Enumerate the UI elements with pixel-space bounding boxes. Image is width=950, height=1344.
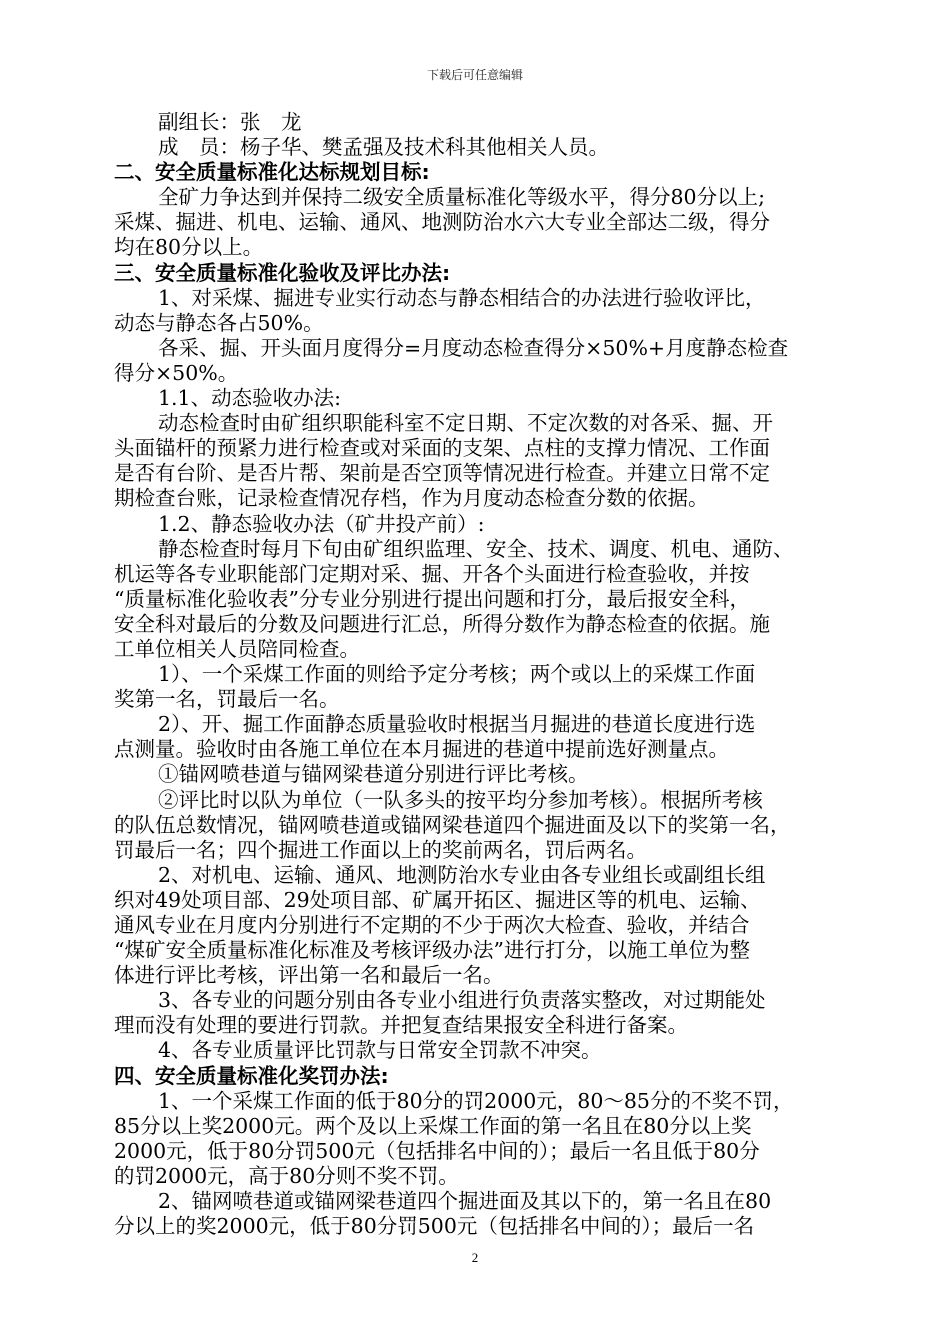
text-line: 体进行评比考核，评出第一名和最后一名。: [114, 963, 504, 988]
text-line: ①锚网喷巷道与锚网梁巷道分别进行评比考核。: [158, 762, 589, 787]
text-line: 理而没有处理的要进行罚款。并把复查结果报安全科进行备案。: [114, 1013, 688, 1038]
text-line: 机运等各专业职能部门定期对采、掘、开各个头面进行检查验收，并按: [114, 561, 750, 586]
text-line: 1）、一个采煤工作面的则给予定分考核；两个或以上的采煤工作面: [158, 662, 756, 687]
text-line: 2、锚网喷巷道或锚网梁巷道四个掘进面及其以下的，第一名且在80: [158, 1189, 772, 1214]
document-body: [114, 110, 849, 1239]
text-line: 点测量。验收时由各施工单位在本月掘进的巷道中提前选好测量点。: [114, 737, 729, 762]
text-line: 的队伍总数情况，锚网喷巷道或锚网梁巷道四个掘进面及以下的奖第一名，: [114, 812, 791, 837]
text-line: 2000元，低于80分罚500元（包括排名中间的）；最后一名且低于80分: [114, 1138, 760, 1163]
text-line: 各采、掘、开头面月度得分=月度动态检查得分×50%+月度静态检查: [158, 335, 789, 360]
text-line: 4、各专业质量评比罚款与日常安全罚款不冲突。: [158, 1038, 602, 1063]
section-heading: 二、安全质量标准化达标规划目标:: [114, 160, 430, 185]
page-header: 下载后可任意编辑: [426, 68, 523, 82]
text-line: 1、对采煤、掘进专业实行动态与静态相结合的办法进行验收评比，: [158, 285, 766, 310]
page-number: 2: [471, 1250, 479, 1265]
text-line: ②评比时以队为单位（一队多头的按平均分参加考核）。根据所考核: [158, 787, 763, 812]
text-line: “质量标准化验收表”分专业分别进行提出问题和打分，最后报安全科，: [114, 586, 750, 611]
text-line: 副组长：张 龙: [158, 110, 302, 134]
text-line: 采煤、掘进、机电、运输、通风、地测防治水六大专业全部达二级，得分: [114, 210, 770, 235]
text-line: 织对49处项目部、29处项目部、矿属开拓区、掘进区等的机电、运输、: [114, 887, 761, 912]
text-line: 的罚2000元，高于80分则不奖不罚。: [114, 1163, 459, 1188]
text-line: 1.2、静态验收办法（矿井投产前）:: [158, 511, 485, 536]
text-line: “煤矿安全质量标准化标准及考核评级办法”进行打分，以施工单位为整: [114, 938, 750, 963]
text-line: 成 员：杨子华、樊孟强及技术科其他相关人员。: [158, 135, 609, 160]
text-line: 奖第一名，罚最后一名。: [114, 687, 340, 712]
text-line: 头面锚杆的预紧力进行检查或对采面的支架、点柱的支撑力情况、工作面: [114, 436, 770, 461]
text-line: 1、一个采煤工作面的低于80分的罚2000元，80～85分的不奖不罚，: [158, 1088, 794, 1113]
section-heading: 三、安全质量标准化验收及评比办法:: [114, 260, 451, 285]
text-line: 全矿力争达到并保持二级安全质量标准化等级水平，得分80分以上;: [158, 185, 765, 210]
text-line: 罚最后一名；四个掘进工作面以上的奖前两名，罚后两名。: [114, 837, 647, 862]
text-line: 分以上的奖2000元，低于80分罚500元（包括排名中间的）；最后一名: [114, 1214, 755, 1239]
text-line: 得分×50%。: [114, 360, 239, 385]
text-line: 3、各专业的问题分别由各专业小组进行负责落实整改，对过期能处: [158, 988, 766, 1013]
text-line: 2、对机电、运输、通风、地测防治水专业由各专业组长或副组长组: [158, 862, 766, 887]
section-heading: 四、安全质量标准化奖罚办法:: [114, 1063, 389, 1088]
text-line: 1.1、动态验收办法:: [158, 386, 342, 411]
text-line: 工单位相关人员陪同检查。: [114, 636, 360, 661]
text-line: 2）、开、掘工作面静态质量验收时根据当月掘进的巷道长度进行选: [158, 712, 756, 737]
text-line: 期检查台账，记录检查情况存档，作为月度动态检查分数的依据。: [114, 486, 709, 511]
text-line: 85分以上奖2000元。两个及以上采煤工作面的第一名且在80分以上奖: [114, 1113, 752, 1138]
text-line: 静态检查时每月下旬由矿组织监理、安全、技术、调度、机电、通防、: [158, 536, 794, 561]
text-line: 安全科对最后的分数及问题进行汇总，所得分数作为静态检查的依据。施: [114, 611, 770, 636]
text-line: 动态与静态各占50%。: [114, 310, 324, 335]
text-line: 是否有台阶、是否片帮、架前是否空顶等情况进行检查。并建立日常不定: [114, 461, 770, 486]
text-line: 动态检查时由矿组织职能科室不定日期、不定次数的对各采、掘、开: [158, 411, 773, 436]
text-line: 均在80分以上。: [114, 235, 264, 260]
text-line: 通风专业在月度内分别进行不定期的不少于两次大检查、验收，并结合: [114, 913, 750, 937]
